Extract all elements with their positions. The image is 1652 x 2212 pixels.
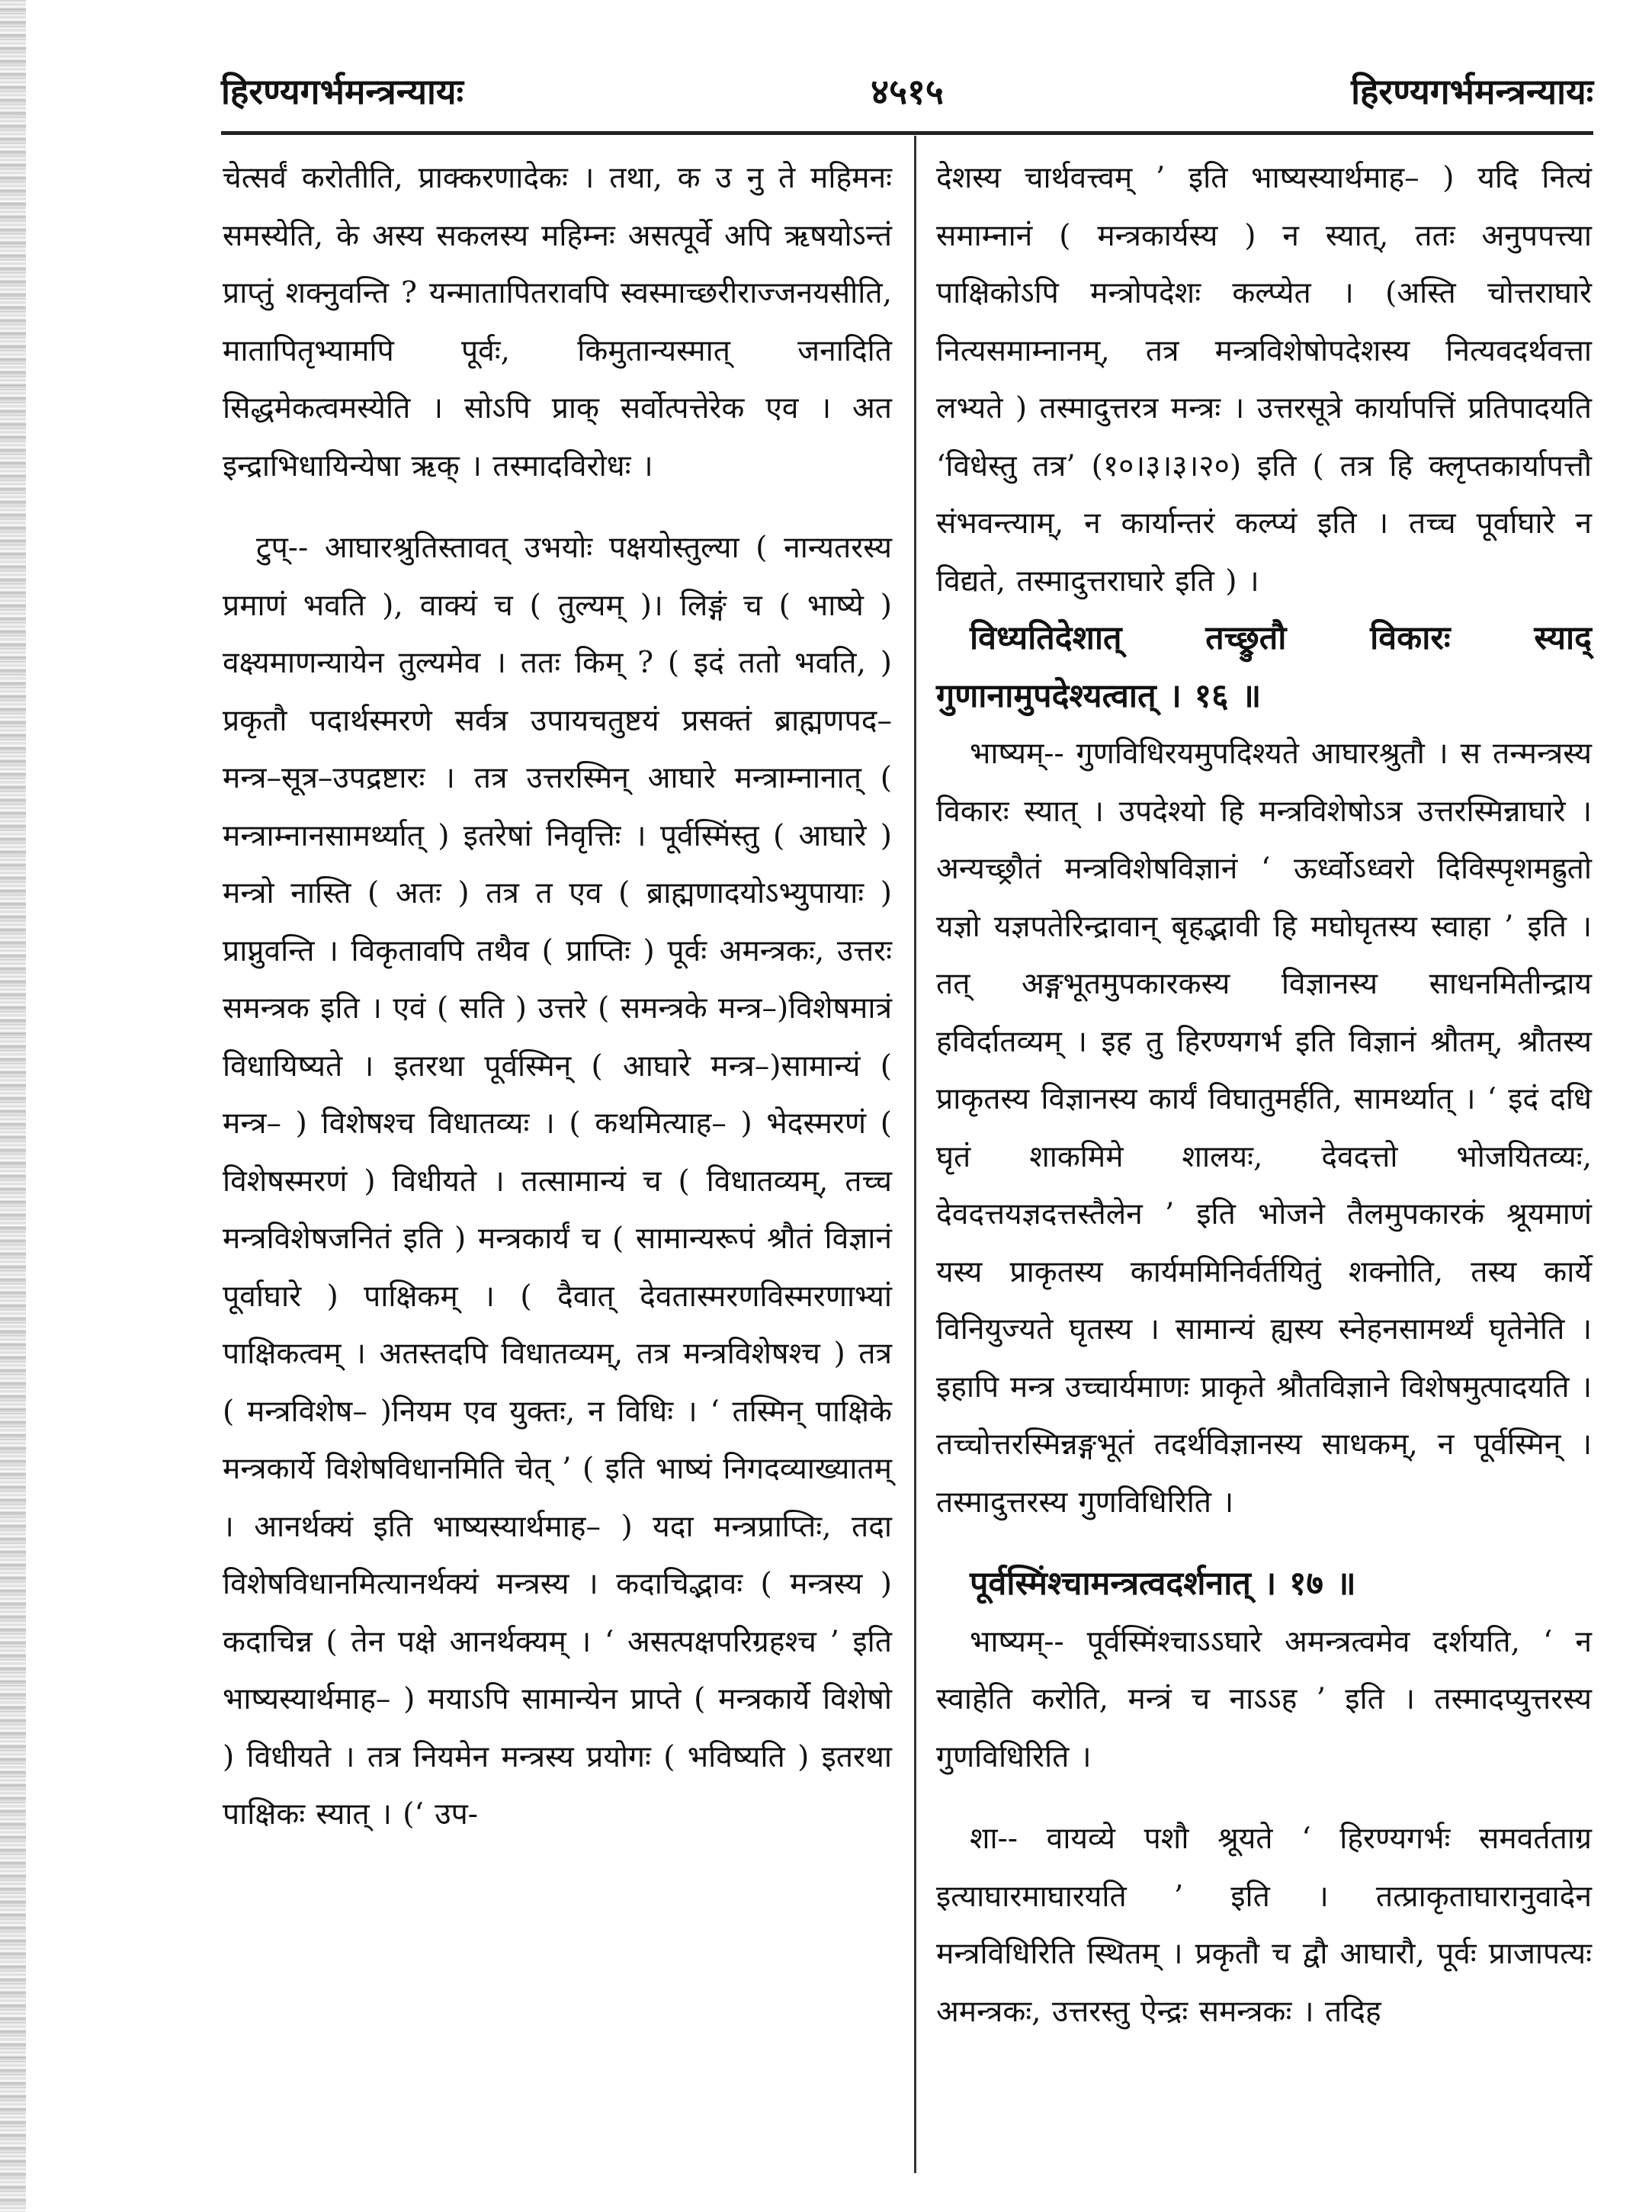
- scanned-page-edge: [0, 0, 26, 2212]
- right-paragraph-continuation: देशस्य चार्थवत्त्वम् ’ इति भाष्यस्यार्थमाह– ) यदि नित्यं समाम्नानं ( मन्त्रकार्यस्य ) न स्यात्, ततः अनुपपत्त्या पाक्षिकोऽपि मन्त्रोपदेशः कल्प्येत । (अस्ति चोत्तराघारे नित्यसमाम्नानम्, तत्र मन्त्रविशेषोपदेशस्य नित्यवदर्थवत्ता लभ्यते ) तस्मादुत्तरत्र मन्त्रः । उत्तरसूत्रे कार्यापत्तिं प्रतिपादयति ‘विधेस्तु तत्र’ (१०।३।३।२०) इति ( तत्र हि क्लृप्तकार्यापत्तौ संभवन्त्याम्, न कार्यान्तरं कल्प्यं इति । तच्च पूर्वाघारे न विद्यते, तस्मादुत्तराघारे इति ) ।: [936, 161, 1592, 599]
- header-left-title: हिरण्यगर्भमन्त्रन्यायः: [221, 71, 464, 112]
- header-right-title: हिरण्यगर्भमन्त्रन्यायः: [1351, 71, 1593, 112]
- left-paragraph-continuation: चेत्सर्वं करोतीति, प्राक्करणादेकः । तथा, क उ नु ते महिमनः समस्येति, के अस्य सकलस्य महिम्नः असत्पूर्वे अपि ऋषयोऽन्तं प्राप्तुं शक्नुवन्ति ? यन्मातापितरावपि स्वस्माच्छरीराज्जनयसीति, मातापितृभ्यामपि पूर्वः, किमुतान्यस्मात् जनादिति सिद्धमेकत्वमस्येति । सोऽपि प्राक् सर्वोत्पत्तेरेक एव । अत इन्द्राभिधायिन्येषा ऋक् । तस्मादविरोधः ।: [223, 161, 892, 483]
- left-paragraph-tupteeka: टुप्-- आघारश्रुतिस्तावत् उभयोः पक्षयोस्तुल्या ( नान्यतरस्य प्रमाणं भवति ), वाक्यं च ( तुल्यम् )। लिङ्गं च ( भाष्ये ) वक्ष्यमाणन्यायेन तुल्यमेव । ततः किम् ? ( इदं ततो भवति, ) प्रकृतौ पदार्थस्मरणे सर्वत्र उपायचतुष्टयं प्रसक्तं ब्राह्मणपद–मन्त्र–सूत्र–उपद्रष्टारः । तत्र उत्तरस्मिन् आघारे मन्त्राम्नानात् ( मन्त्राम्नानसामर्थ्यात् ) इतरेषां निवृत्तिः । पूर्वस्मिंस्तु ( आघारे ) मन्त्रो नास्ति ( अतः ) तत्र त एव ( ब्राह्मणादयोऽभ्युपायाः ) प्राप्नुवन्ति । विकृतावपि तथैव ( प्राप्तिः ) पूर्वः अमन्त्रकः, उत्तरः समन्त्रक इति । एवं ( सति ) उत्तरे ( समन्त्रके मन्त्र–)विशेषमात्रं विधायिष्यते । इतरथा पूर्वस्मिन् ( आघारे मन्त्र–)सामान्यं ( मन्त्र– ) विशेषश्च विधातव्यः । ( कथमित्याह– ) भेदस्मरणं ( विशेषस्मरणं ) विधीयते । तत्सामान्यं च ( विधातव्यम्, तच्च मन्त्रविशेषजनितं इति ) मन्त्रकार्यं च ( सामान्यरूपं श्रौतं विज्ञानं पूर्वाघारे ) पाक्षिकम् । ( दैवात् देवतास्मरणविस्मरणाभ्यां पाक्षिकत्वम् । अतस्तदपि विधातव्यम्, तत्र मन्त्रविशेषश्च ) तत्र ( मन्त्रविशेष– )नियम एव युक्तः, न विधिः । ‘ तस्मिन् पाक्षिके मन्त्रकार्ये विशेषविधानमिति चेत् ’ ( इति भाष्यं निगदव्याख्यातम् । आनर्थक्यं इति भाष्यस्यार्थमाह– ) यदा मन्त्रप्राप्तिः, तदा विशेषविधानमित्यानर्थक्यं मन्त्रस्य । कदाचिद्भावः ( मन्त्रस्य ) कदाचिन्न ( तेन पक्षे आनर्थक्यम् । ‘ असत्पक्षपरिग्रहश्च ’ इति भाष्यस्यार्थमाह– ) मयाऽपि सामान्येन प्राप्ते ( मन्त्रकार्ये विशेषो ) विधीयते । तत्र नियमेन मन्त्रस्य प्रयोगः ( भविष्यति ) इतरथा पाक्षिकः स्यात् । (‘ उप-: [223, 531, 892, 1832]
- right-column: [936, 149, 1592, 2040]
- page-number: ४५१५: [871, 71, 944, 112]
- bhashya-16: भाष्यम्-- गुणविधिरयमुपदिश्यते आघारश्रुतौ । स तन्मन्त्रस्य विकारः स्यात् । उपदेश्यो हि मन्त्रविशेषोऽत्र उत्तरस्मिन्नाघारे । अन्यच्छ्रौतं मन्त्रविशेषविज्ञानं ‘ ऊर्ध्वोऽध्वरो दिविस्पृशमह्रुतो यज्ञो यज्ञपतेरिन्द्रावान् बृहद्भावी हि मघोघृतस्य स्वाहा ’ इति । तत् अङ्गभूतमुपकारकस्य विज्ञानस्य साधनमितीन्द्राय हविर्दातव्यम् । इह तु हिरण्यगर्भ इति विज्ञानं श्रौतम्, श्रौतस्य प्राकृतस्य विज्ञानस्य कार्यं विघातुमर्हति, सामर्थ्यात् । ‘ इदं दधि घृतं शाकमिमे शालयः, देवदत्तो भोजयितव्यः, देवदत्तयज्ञदत्तस्तैलेन ’ इति भोजने तैलमुपकारकं श्रूयमाणं यस्य प्राकृतस्य कार्यममिनिर्वर्तयितुं शक्नोति, तस्य कार्ये विनियुज्यते घृतस्य । सामान्यं ह्यस्य स्नेहनसामर्थ्यं घृतेनेति । इहापि मन्त्र उच्चार्यमाणः प्राकृते श्रौतविज्ञाने विशेषमुत्पादयति । तच्चोत्तरस्मिन्नङ्गभूतं तदर्थविज्ञानस्य साधकम्, न पूर्वस्मिन् । तस्मादुत्तरस्य गुणविधिरिति ।: [936, 737, 1592, 1520]
- shastradipika-paragraph: शा-- वायव्ये पशौ श्रूयते ‘ हिरण्यगर्भः समवर्तताग्र इत्याघारमाघारयति ’ इति । तत्प्राकृताघारानुवादेन मन्त्रविधिरिति स्थितम् । प्रकृतौ च द्वौ आघारौ, पूर्वः प्राजापत्यः अमन्त्रकः, उत्तरस्तु ऐन्द्रः समन्त्रकः । तदिह: [936, 1822, 1592, 2029]
- sutra-17: पूर्वस्मिंश्चामन्त्रत्वदर्शनात् । १७ ॥: [970, 1565, 1356, 1603]
- bhashya-17: भाष्यम्-- पूर्वस्मिंश्चाऽऽघारे अमन्त्रत्वमेव दर्शयति, ‘ न स्वाहेति करोति, मन्त्रं च नाऽऽह ’ इति । तस्मादप्युत्तरस्य गुणविधिरिति ।: [936, 1624, 1592, 1774]
- header-rule: [221, 131, 1593, 135]
- running-header: [221, 67, 1593, 120]
- left-column: [223, 149, 892, 1844]
- column-divider: [914, 136, 916, 2173]
- sutra-16: विध्यतिदेशात् तच्छ्रुतौ विकारः स्याद् गुणानामुपदेश्यत्वात् । १६ ॥: [936, 619, 1592, 715]
